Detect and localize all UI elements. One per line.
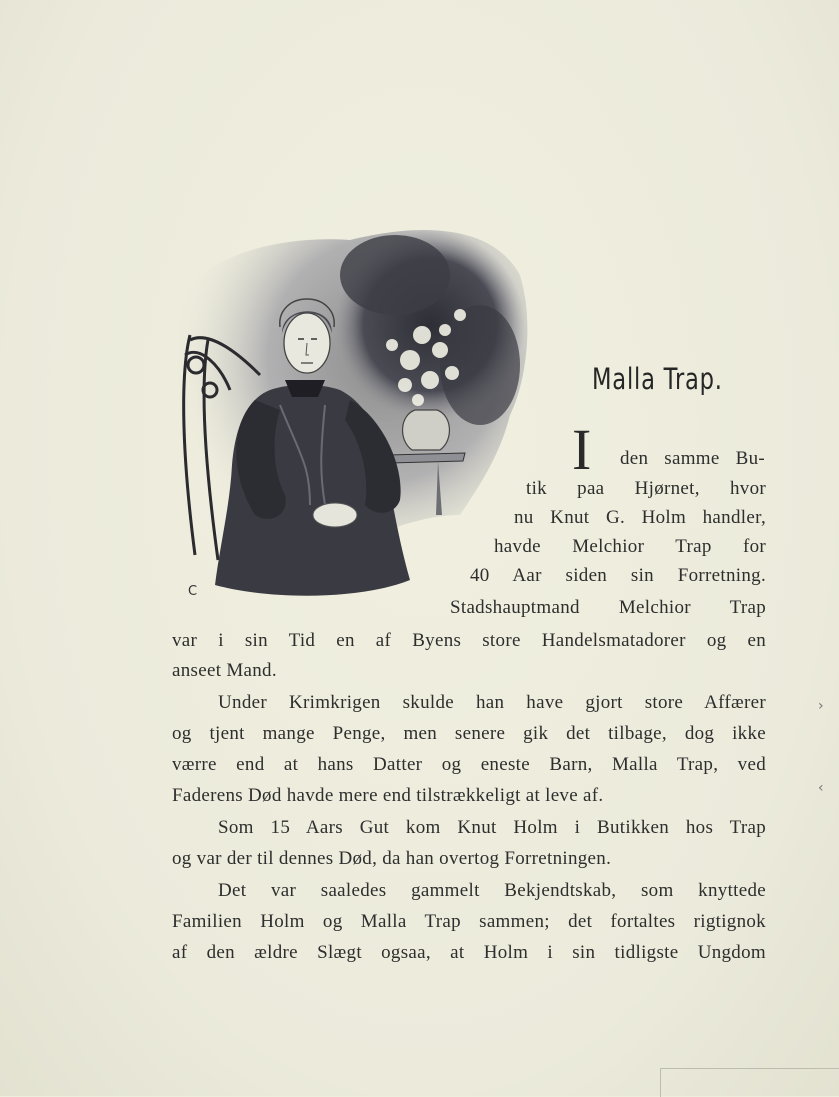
drop-cap: I	[572, 417, 592, 482]
text-line: Under Krimkrigen skulde han have gjort store Affærer	[218, 692, 766, 713]
page-corner-rule	[660, 1068, 839, 1097]
text-line: tik paa Hjørnet, hvor	[526, 478, 766, 499]
text-line: havde Melchior Trap for	[494, 536, 766, 557]
text-line: Faderens Død havde mere end tilstrækkeligt at leve af.	[172, 785, 604, 806]
page-title: Malla Trap.	[592, 362, 723, 396]
text-line: af den ældre Slægt ogsaa, at Holm i sin tidligste Ungdom	[172, 942, 766, 963]
text-line: Familien Holm og Malla Trap sammen; det fortaltes rigtignok	[172, 911, 766, 932]
text-line: og tjent mange Penge, men senere gik det tilbage, dog ikke	[172, 723, 766, 744]
text-line: Stadshauptmand Melchior Trap	[450, 597, 766, 618]
text-line: værre end at hans Datter og eneste Barn, Malla Trap, ved	[172, 754, 766, 775]
artist-mark: C	[188, 584, 198, 599]
margin-mark: ›	[818, 698, 824, 714]
text-line: den samme Bu-	[620, 448, 765, 469]
portrait-illustration	[160, 215, 535, 625]
text-line: 40 Aar siden sin Forretning.	[470, 565, 766, 586]
margin-mark: ‹	[818, 780, 824, 796]
text-line: anseet Mand.	[172, 660, 277, 681]
text-line: og var der til dennes Død, da han overtog Forretningen.	[172, 848, 612, 869]
text-line: nu Knut G. Holm handler,	[514, 507, 766, 528]
text-line: Det var saaledes gammelt Bekjendtskab, som knyttede	[218, 880, 766, 901]
text-line: Som 15 Aars Gut kom Knut Holm i Butikken hos Trap	[218, 817, 766, 838]
text-line: var i sin Tid en af Byens store Handelsmatadorer og en	[172, 630, 766, 651]
